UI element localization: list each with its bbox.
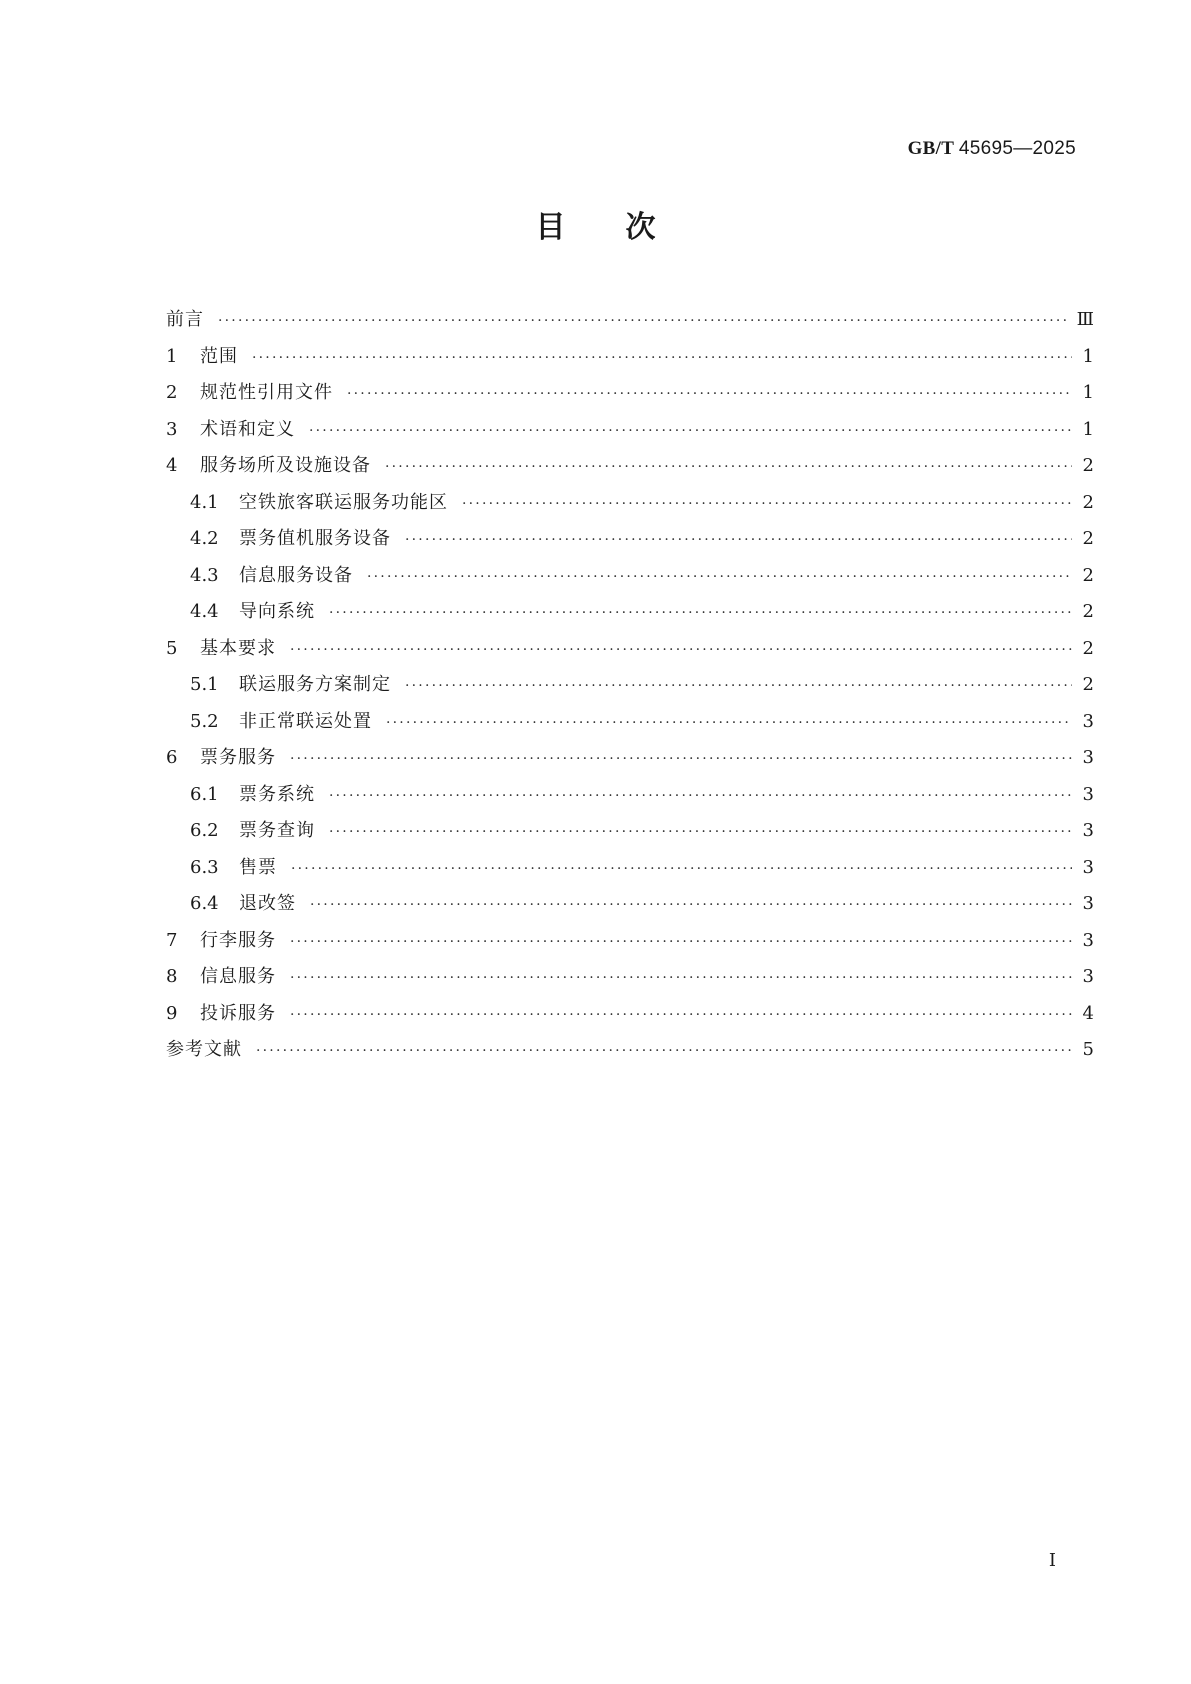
toc-entry[interactable] (166, 886, 1094, 923)
toc-entry-label: 术语和定义 (200, 418, 295, 440)
toc-entry-label: 范围 (200, 345, 238, 367)
toc-entry-label: 信息服务 (200, 966, 276, 987)
toc-entry-page: 1 (1082, 418, 1094, 440)
toc-entry-page: 3 (1082, 929, 1094, 951)
toc-entry[interactable] (166, 777, 1094, 814)
toc-entry[interactable] (166, 740, 1094, 777)
toc-entry-number: 5.2 (190, 710, 219, 732)
toc-dot-leader (290, 997, 1072, 1034)
page-number: Ⅰ (1048, 1550, 1056, 1570)
toc-entry-page: 2 (1082, 528, 1094, 549)
toc-entry-label: 前言 (166, 309, 204, 330)
toc-entry-number: 8 (166, 966, 178, 987)
page-title (0, 202, 1191, 246)
toc-dot-leader (329, 595, 1072, 632)
toc-entry-page: 3 (1082, 710, 1094, 732)
toc-entry-number: 6.2 (190, 820, 219, 841)
toc-dot-leader (290, 632, 1072, 669)
toc-entry-page: 1 (1082, 345, 1094, 367)
toc-entry-label: 票务值机服务设备 (239, 528, 391, 549)
toc-entry-page: 3 (1082, 747, 1094, 768)
toc-entry[interactable] (166, 996, 1094, 1033)
toc-entry-number: 2 (166, 382, 178, 403)
toc-entry[interactable] (166, 1032, 1094, 1069)
toc-entry-label: 信息服务设备 (239, 564, 353, 586)
toc-entry[interactable] (166, 521, 1094, 558)
toc-entry[interactable] (166, 302, 1094, 339)
toc-entry[interactable] (166, 339, 1094, 376)
toc-dot-leader (347, 376, 1072, 413)
toc-entry-page: 3 (1082, 893, 1094, 914)
toc-dot-leader (218, 303, 1067, 340)
toc-entry[interactable] (166, 558, 1094, 595)
toc-entry[interactable] (166, 850, 1094, 887)
toc-entry[interactable] (166, 412, 1094, 449)
toc-entry-page: 4 (1082, 1002, 1094, 1024)
toc-entry-label: 票务查询 (239, 820, 315, 841)
toc-entry[interactable] (166, 375, 1094, 412)
toc-entry-number: 6 (166, 747, 178, 768)
toc-entry-label: 非正常联运处置 (239, 710, 372, 732)
toc-entry-label: 行李服务 (200, 929, 276, 951)
toc-entry-label: 退改签 (239, 893, 296, 914)
toc-entry-page: Ⅲ (1076, 309, 1094, 330)
toc-dot-leader (367, 559, 1072, 596)
toc-entry-page: 2 (1082, 491, 1094, 513)
toc-entry[interactable] (166, 704, 1094, 741)
toc-entry-number: 6.4 (190, 893, 219, 914)
toc-entry-page: 3 (1082, 856, 1094, 878)
toc-entry-page: 2 (1082, 455, 1094, 476)
toc-entry-number: 4.4 (190, 601, 219, 622)
toc-dot-leader (385, 449, 1072, 486)
toc-entry-page: 3 (1082, 820, 1094, 841)
toc-entry-label: 票务系统 (239, 783, 315, 805)
toc-entry-number: 1 (166, 345, 178, 367)
toc-entry[interactable] (166, 959, 1094, 996)
toc-dot-leader (310, 887, 1072, 924)
toc-entry-page: 2 (1082, 601, 1094, 622)
standard-code-prefix: GB/T (907, 138, 954, 159)
toc-entry-page: 3 (1082, 966, 1094, 987)
toc-entry-number: 4 (166, 455, 178, 476)
toc-entry-number: 9 (166, 1002, 178, 1024)
toc-dot-leader (309, 413, 1072, 450)
toc-entry-label: 规范性引用文件 (200, 382, 333, 403)
toc-entry-label: 售票 (239, 856, 277, 878)
toc-entry-label: 参考文献 (166, 1039, 242, 1060)
standard-code (908, 138, 1076, 160)
toc-dot-leader (405, 522, 1072, 559)
table-of-contents (166, 302, 1094, 1069)
toc-entry-number: 4.2 (190, 528, 219, 549)
toc-entry-label: 服务场所及设施设备 (200, 455, 371, 476)
toc-entry[interactable] (166, 485, 1094, 522)
toc-entry[interactable] (166, 594, 1094, 631)
toc-dot-leader (291, 851, 1072, 888)
toc-dot-leader (405, 668, 1072, 705)
toc-entry[interactable] (166, 813, 1094, 850)
toc-entry-page: 2 (1082, 564, 1094, 586)
toc-entry-label: 票务服务 (200, 747, 276, 768)
toc-entry-label: 投诉服务 (200, 1002, 276, 1024)
toc-entry-number: 4.3 (190, 564, 219, 586)
toc-entry-number: 4.1 (190, 491, 219, 513)
page-title-char-2: 次 (625, 210, 656, 245)
toc-entry-number: 3 (166, 418, 178, 440)
toc-dot-leader (462, 486, 1072, 523)
toc-entry[interactable] (166, 448, 1094, 485)
toc-entry-label: 导向系统 (239, 601, 315, 622)
standard-code-number: 45695—2025 (958, 138, 1076, 159)
toc-dot-leader (252, 340, 1072, 377)
toc-dot-leader (386, 705, 1072, 742)
toc-dot-leader (290, 960, 1072, 997)
toc-entry-number: 6.1 (190, 783, 219, 805)
toc-entry-page: 2 (1082, 674, 1094, 695)
toc-dot-leader (256, 1033, 1072, 1070)
toc-entry-number: 7 (166, 929, 178, 951)
toc-entry[interactable] (166, 631, 1094, 668)
toc-entry[interactable] (166, 923, 1094, 960)
toc-entry-label: 基本要求 (200, 637, 276, 659)
toc-entry-page: 2 (1082, 637, 1094, 659)
toc-entry-label: 联运服务方案制定 (239, 674, 391, 695)
toc-entry-label: 空铁旅客联运服务功能区 (239, 491, 448, 513)
toc-dot-leader (290, 741, 1072, 778)
toc-entry-number: 5 (166, 637, 178, 659)
toc-entry-number: 6.3 (190, 856, 219, 878)
toc-entry-number: 5.1 (190, 674, 219, 695)
toc-entry-page: 5 (1082, 1039, 1094, 1060)
toc-dot-leader (290, 924, 1072, 961)
toc-entry-page: 3 (1082, 783, 1094, 805)
page-title-char-1: 目 (535, 210, 566, 245)
toc-entry-page: 1 (1082, 382, 1094, 403)
toc-dot-leader (329, 814, 1072, 851)
toc-dot-leader (329, 778, 1072, 815)
toc-entry[interactable] (166, 667, 1094, 704)
